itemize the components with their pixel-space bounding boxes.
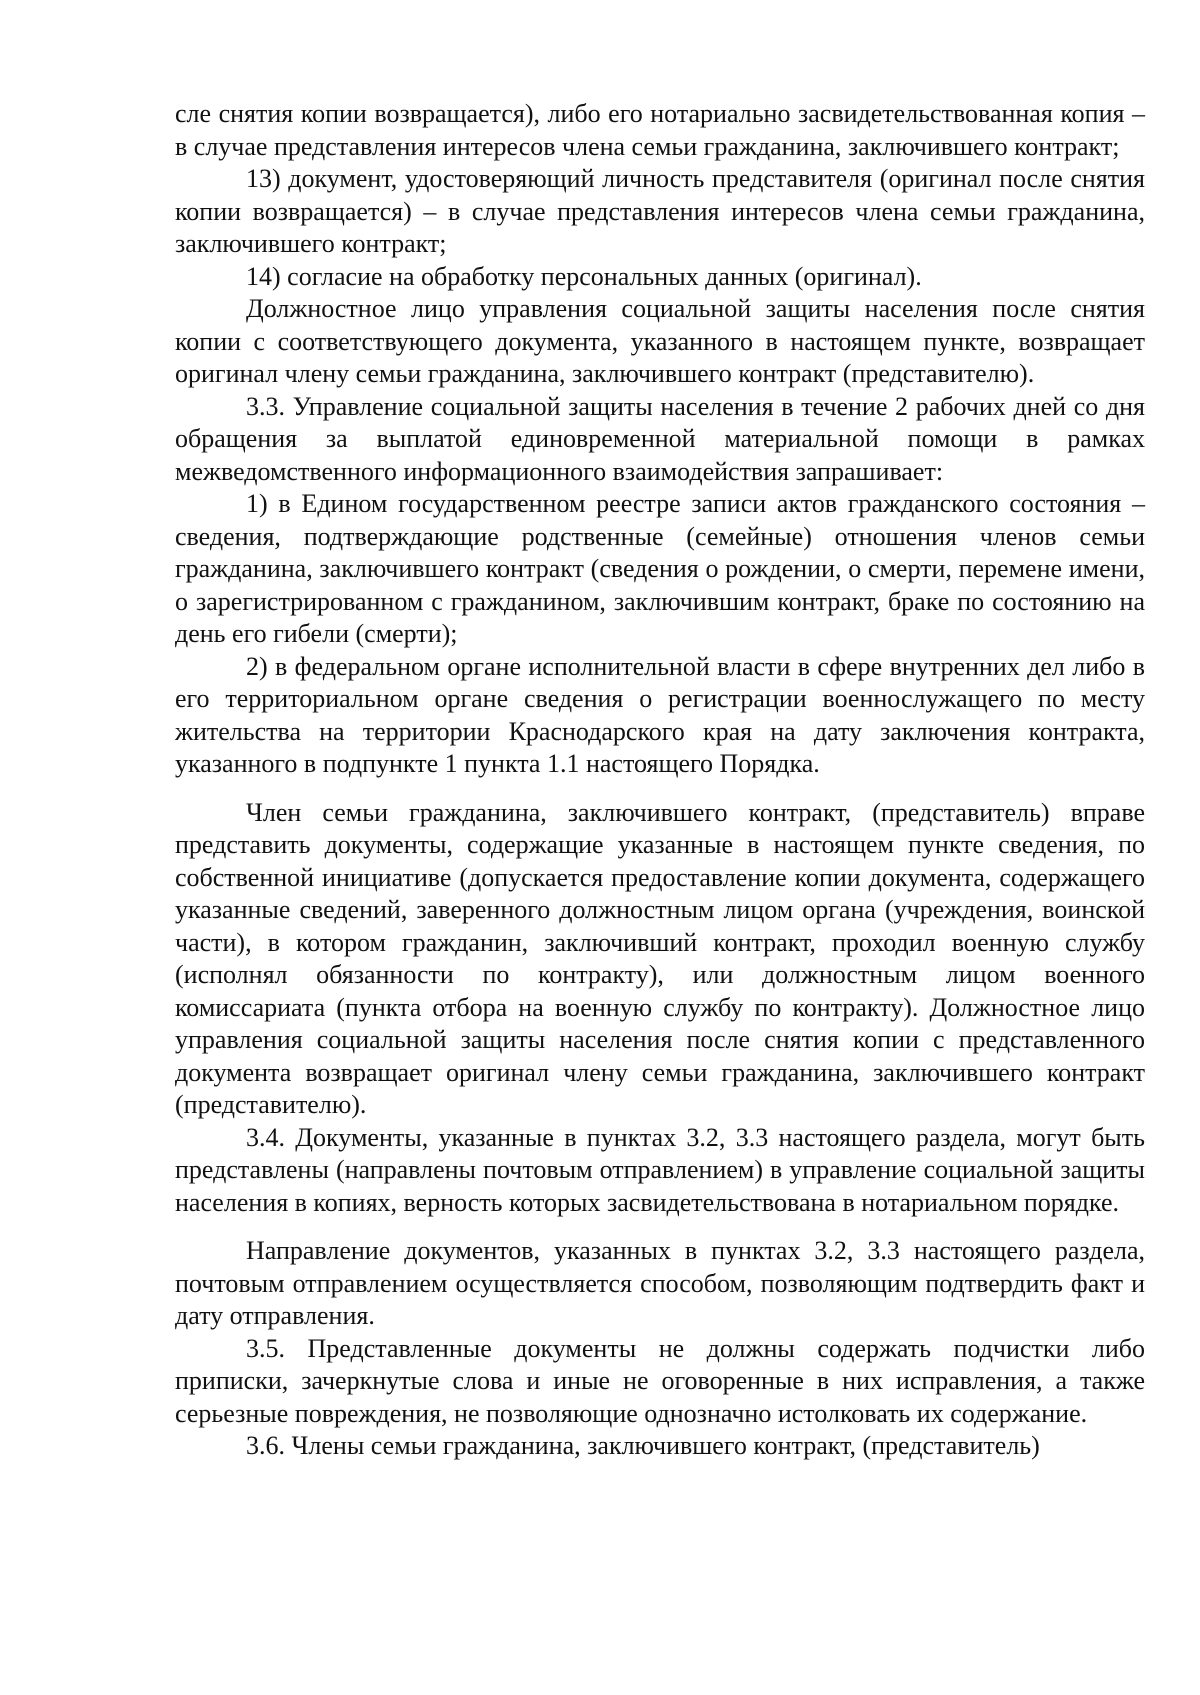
paragraph-item-14: 14) согласие на обработку персональных данных (оригинал). — [246, 261, 922, 291]
paragraph-3-3-item-1: 1) в Едином государственном реестре записи актов гражданского состояния – сведения, подтверждающие родственные (семейные) отношения членов семьи гражданина, заключившего контракт (сведения о рождении, о смерти, перемене имени, о зарегистрированном с гражданином, заключившим контракт, браке по состоянию на день его гибели (смерти); — [175, 489, 1145, 648]
paragraph-postal-sending: Направление документов, указанных в пунктах 3.2, 3.3 настоящего раздела, почтовым отправлением осуществляется способом, позволяющим подтвердить факт и дату отправления. — [175, 1236, 1145, 1330]
paragraph-3-5: 3.5. Представленные документы не должны содержать подчистки либо приписки, зачеркнутые слова и иные не оговоренные в них исправления, а также серьезные повреждения, не позволяющие однозначно истолковать их содержание. — [175, 1333, 1145, 1428]
paragraph-item-13: 13) документ, удостоверяющий личность представителя (оригинал после снятия копии возвращается) – в случае представления интересов члена семьи гражданина, заключившего контракт; — [175, 164, 1145, 258]
paragraph-family-member-right: Член семьи гражданина, заключившего контракт, (представитель) вправе представить документы, содержащие указанные в настоящем пункте сведения, по собственной инициативе (допускается предоставление копии документа, содержащего указанные сведений, заверенного должностным лицом органа (учреждения, воинской части), в котором гражданин, заключивший контракт, проходил военную службу (исполнял обязанности по контракту), или должностным лицом военного комиссариата (пункта отбора на военную службу по контракту). Должностное лицо управления социальной защиты населения после снятия копии с представленного документа возвращает оригинал члену семьи гражданина, заключившего контракт (представителю). — [175, 797, 1145, 1119]
paragraph-3-3-item-2: 2) в федеральном органе исполнительной власти в сфере внутренних дел либо в его территориальном органе сведения о регистрации военнослужащего по месту жительства на территории Краснодарского края на дату заключения контракта, указанного в подпункте 1 пункта 1.1 настоящего Порядка. — [175, 651, 1145, 778]
paragraph-3-6: 3.6. Члены семьи гражданина, заключившего контракт, (представитель) — [246, 1431, 1040, 1460]
paragraph-official-return: Должностное лицо управления социальной защиты населения после снятия копии с соответствующего документа, указанного в настоящем пункте, возвращает оригинал члену семьи гражданина, заключившего контракт (представителю). — [175, 294, 1145, 388]
paragraph-3-3: 3.3. Управление социальной защиты населения в течение 2 рабочих дней со дня обращения за выплатой единовременной материальной помощи в рамках межведомственного информационного взаимодействия запрашивает: — [175, 391, 1145, 486]
paragraph-continuation: сле снятия копии возвращается), либо его нотариально засвидетельствованная копия – в случае представления интересов члена семьи гражданина, заключившего контракт; — [175, 99, 1145, 161]
document-page — [175, 98, 1145, 1463]
paragraph-3-4: 3.4. Документы, указанные в пунктах 3.2, 3.3 настоящего раздела, могут быть представлены (направлены почтовым отправлением) в управление социальной защиты населения в копиях, верность которых засвидетельствована в нотариальном порядке. — [175, 1122, 1145, 1217]
